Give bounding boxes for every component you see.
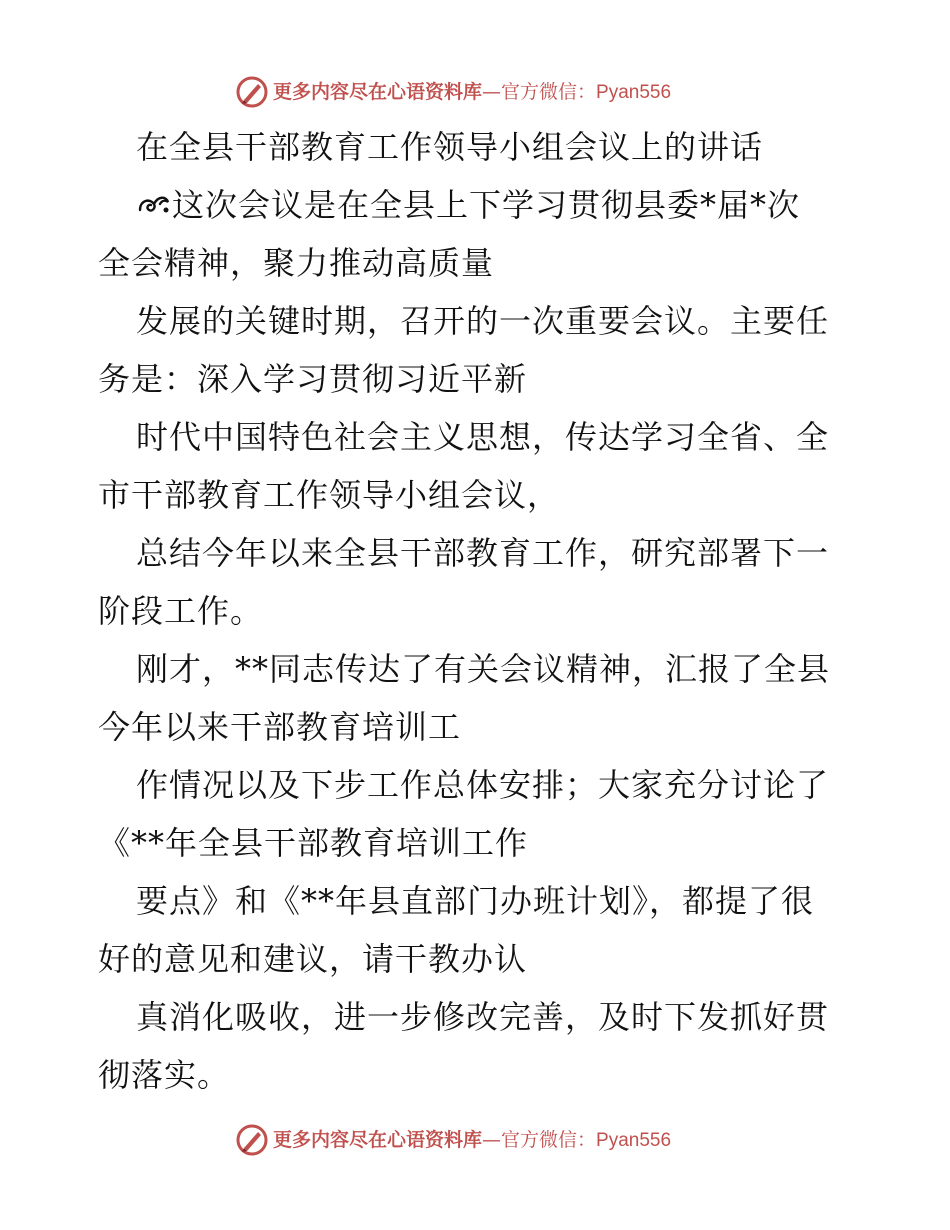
paragraph-line: 要点》和《**年县直部门办班计划》，都提了很 (136, 882, 815, 920)
paragraph-line: 《**年全县干部教育培训工作 (98, 824, 529, 862)
paragraph-line: 时代中国特色社会主义思想，传达学习全省、全 (136, 418, 830, 456)
paragraph-line (136, 176, 896, 234)
paragraph-line: 作情况以及下步工作总体安排；大家充分讨论了 (136, 766, 830, 804)
pen-logo-icon (234, 1122, 270, 1158)
paragraph-line: 总结今年以来全县干部教育工作，研究部署下一 (136, 534, 830, 572)
flourish-bullet-icon (136, 188, 172, 220)
watermark-banner-bottom (0, 1120, 950, 1160)
watermark-label: 官方微信： (501, 81, 597, 103)
paragraph-line: 市干部教育工作领导小组会议， (98, 476, 561, 514)
paragraph-line: 真消化吸收，进一步修改完善，及时下发抓好贯 (136, 998, 830, 1036)
watermark-id: Pyan556 (596, 82, 672, 103)
paragraph-line: 今年以来干部教育培训工 (98, 708, 462, 746)
watermark-label: 官方微信： (501, 1129, 597, 1151)
watermark-banner-top (0, 72, 950, 112)
paragraph-line: 全会精神，聚力推动高质量 (98, 244, 495, 282)
watermark-separator: — (482, 1129, 502, 1151)
paragraph-line: 刚才，**同志传达了有关会议精神，汇报了全县 (136, 650, 831, 688)
watermark-separator: — (482, 81, 502, 103)
paragraph-line: 发展的关键时期，召开的一次重要会议。主要任 (136, 302, 830, 340)
paragraph-line: 阶段工作。 (98, 592, 264, 630)
document-title: 在全县干部教育工作领导小组会议上的讲话 (136, 128, 764, 166)
watermark-id: Pyan556 (596, 1130, 672, 1151)
pen-logo-icon (234, 74, 270, 110)
watermark-text (273, 1126, 671, 1155)
paragraph-text: 这次会议是在全县上下学习贯彻县委*届*次 (172, 186, 801, 224)
paragraph-line: 务是：深入学习贯彻习近平新 (98, 360, 528, 398)
watermark-brand: 更多内容尽在心语资料库 (273, 81, 483, 103)
paragraph-line: 彻落实。 (98, 1056, 231, 1094)
watermark-brand: 更多内容尽在心语资料库 (273, 1129, 483, 1151)
watermark-text (273, 78, 671, 107)
paragraph-line: 好的意见和建议，请干教办认 (98, 940, 528, 978)
